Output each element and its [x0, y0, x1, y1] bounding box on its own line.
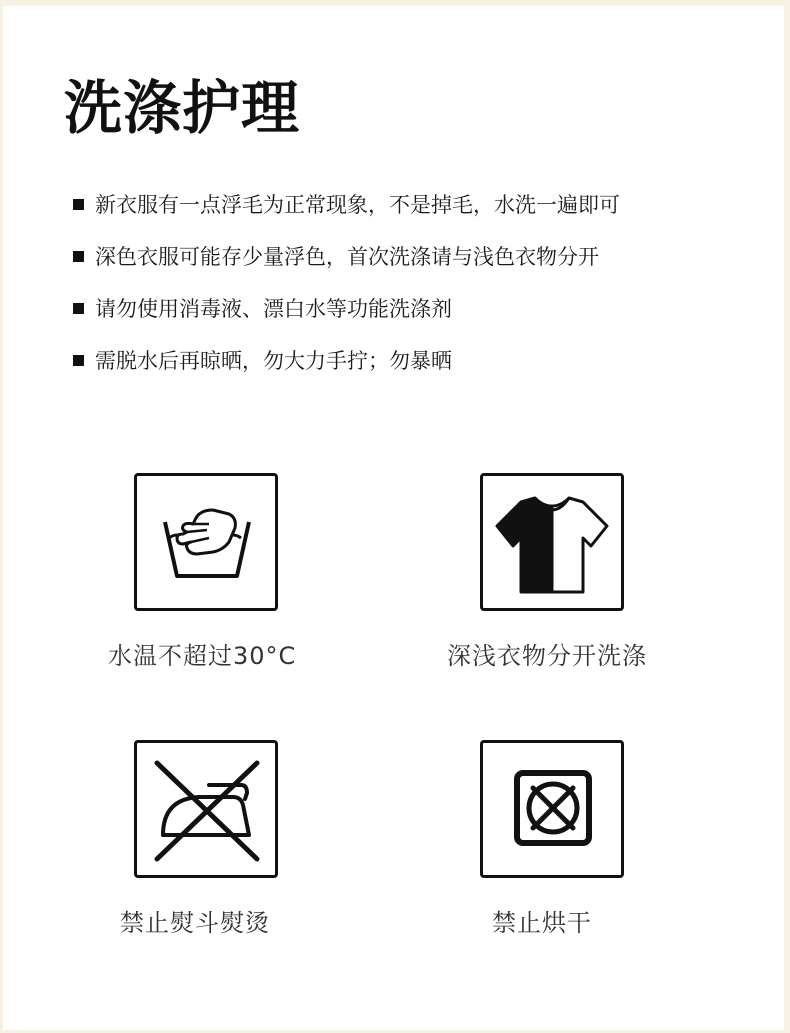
care-tip [73, 238, 620, 274]
square-bullet-icon [73, 251, 84, 262]
care-label-hand-wash: 水温不超过30°C [108, 642, 297, 670]
care-tip-text: 深色衣服可能存少量浮色，首次洗涤请与浅色衣物分开 [95, 245, 599, 269]
page-title: 洗涤护理 [64, 74, 301, 142]
care-label-no-tumble-dry: 禁止烘干 [492, 909, 592, 937]
care-tip-text: 新衣服有一点浮毛为正常现象，不是掉毛，水洗一遍即可 [95, 193, 620, 217]
square-bullet-icon [73, 199, 84, 210]
care-label-separate-colors: 深浅衣物分开洗涤 [447, 642, 647, 670]
no-tumble-dry-icon [483, 743, 621, 875]
square-bullet-icon [73, 303, 84, 314]
care-tip-text: 请勿使用消毒液、漂白水等功能洗涤剂 [95, 297, 452, 321]
care-tips-list [73, 186, 620, 394]
care-tip [73, 186, 620, 222]
care-symbol-separate-colors [480, 473, 624, 611]
care-tip-text: 需脱水后再晾晒，勿大力手拧；勿暴晒 [95, 349, 452, 373]
care-symbol-no-iron [134, 740, 278, 878]
care-tip [73, 290, 620, 326]
square-bullet-icon [73, 355, 84, 366]
care-symbol-no-tumble-dry [480, 740, 624, 878]
care-tip [73, 342, 620, 378]
care-symbol-hand-wash [134, 473, 278, 611]
care-label-no-iron: 禁止熨斗熨烫 [120, 909, 270, 937]
hand-wash-icon [137, 476, 275, 608]
separate-colors-icon [483, 476, 621, 608]
no-iron-icon [137, 743, 275, 875]
